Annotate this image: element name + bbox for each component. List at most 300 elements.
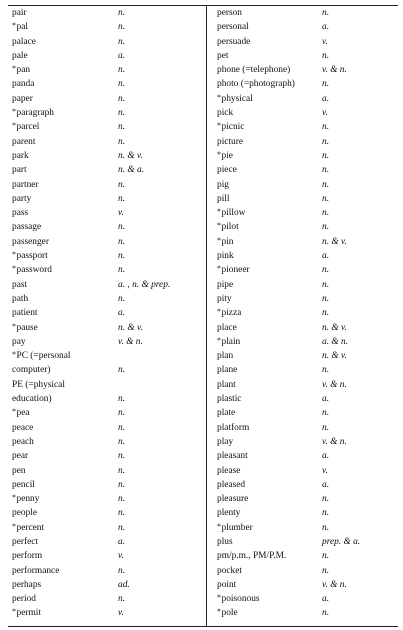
headword (217, 92, 253, 106)
headword (12, 349, 70, 363)
headword-text: pipe (217, 279, 234, 290)
headword-text: penny (16, 494, 40, 505)
part-of-speech: a. (322, 93, 330, 104)
headword-text: plate (217, 408, 236, 419)
headword-text: passenger (12, 236, 49, 247)
word-entry (217, 278, 399, 292)
word-entry (12, 363, 204, 377)
word-entry (12, 6, 204, 20)
word-entry (217, 149, 399, 163)
headword (12, 449, 28, 463)
headword (12, 135, 35, 149)
word-entry (217, 535, 399, 549)
word-entry (217, 235, 399, 249)
word-entry (217, 163, 399, 177)
headword (217, 77, 295, 91)
headword-text: PC (=personal (16, 351, 71, 362)
headword-text: piece (217, 165, 237, 176)
headword-text: percent (16, 522, 45, 533)
word-entry (217, 106, 399, 120)
star-marker: * (217, 235, 221, 245)
part-of-speech: n. (322, 208, 330, 219)
headword-text: pie (221, 150, 233, 161)
headword-text: peach (12, 436, 34, 447)
headword (12, 149, 29, 163)
star-marker: * (12, 350, 16, 360)
word-entry (217, 363, 399, 377)
headword-text: parcel (16, 122, 40, 133)
headword-text: pause (16, 322, 38, 333)
part-of-speech: n. (322, 136, 330, 147)
word-entry (12, 149, 204, 163)
headword-text: pair (12, 8, 27, 18)
part-of-speech: n. (118, 236, 126, 247)
part-of-speech: a. (118, 308, 126, 319)
headword (217, 421, 249, 435)
headword-text: paragraph (16, 108, 54, 119)
word-entry (217, 592, 399, 606)
word-entry (217, 220, 399, 234)
star-marker: * (12, 107, 16, 117)
headword (12, 506, 37, 520)
word-entry (12, 235, 204, 249)
headword (217, 206, 245, 220)
word-entry (12, 478, 204, 492)
headword (12, 235, 49, 249)
headword (12, 435, 34, 449)
part-of-speech: n. (118, 522, 126, 533)
headword-text: people (12, 508, 37, 519)
word-entry (217, 492, 399, 506)
star-marker: * (12, 21, 16, 31)
word-entry (217, 35, 399, 49)
part-of-speech: ad. (118, 579, 130, 590)
part-of-speech: n. (322, 193, 330, 204)
headword (12, 206, 28, 220)
part-of-speech: n. (118, 222, 126, 233)
star-marker: * (12, 121, 16, 131)
headword (217, 106, 233, 120)
headword (217, 592, 260, 606)
headword-text: pill (217, 193, 230, 204)
word-entry (217, 564, 399, 578)
headword-text: pass (12, 208, 29, 219)
part-of-speech: n. (118, 136, 126, 147)
headword (217, 521, 253, 535)
headword-text: plastic (217, 394, 242, 405)
headword-text: person (217, 8, 242, 18)
headword-text: pale (12, 50, 28, 61)
part-of-speech: n. (118, 193, 126, 204)
headword-text: part (12, 165, 27, 176)
headword-text: pizza (221, 308, 242, 319)
word-entry (12, 220, 204, 234)
headword (12, 406, 30, 420)
part-of-speech: n. (322, 551, 330, 562)
part-of-speech: n. & v. (118, 150, 143, 161)
headword-text: phone (=telephone) (217, 65, 291, 76)
headword-text: paper (12, 93, 33, 104)
column-divider (206, 5, 207, 626)
word-entry (217, 506, 399, 520)
headword-text: perhaps (12, 579, 42, 590)
right-word-column (217, 6, 399, 621)
headword (12, 92, 33, 106)
left-word-column (12, 6, 204, 621)
headword (217, 192, 230, 206)
headword (217, 178, 229, 192)
word-entry (12, 435, 204, 449)
headword-text: pick (217, 108, 234, 119)
part-of-speech: v. (118, 608, 124, 619)
part-of-speech: v. (322, 465, 328, 476)
star-marker: * (217, 521, 221, 531)
word-entry (12, 606, 204, 620)
headword-text: period (12, 594, 36, 605)
part-of-speech: n. (118, 293, 126, 304)
headword-text: pocket (217, 565, 242, 576)
headword (12, 521, 44, 535)
headword-text: physical (221, 93, 253, 104)
headword-text: pole (221, 608, 238, 619)
headword-text: pen (12, 465, 26, 476)
headword-text: party (12, 193, 32, 204)
word-entry (217, 606, 399, 620)
headword (217, 606, 238, 620)
word-entry (12, 263, 204, 277)
headword (12, 220, 41, 234)
word-entry (12, 578, 204, 592)
part-of-speech: n. (322, 279, 330, 290)
part-of-speech: n. (322, 408, 330, 419)
word-entry (12, 35, 204, 49)
word-entry (12, 421, 204, 435)
headword-text: path (12, 293, 29, 304)
word-entry (12, 521, 204, 535)
part-of-speech: n. (322, 494, 330, 505)
headword (12, 549, 42, 563)
part-of-speech: n. (118, 93, 126, 104)
word-entry (12, 192, 204, 206)
headword (217, 435, 233, 449)
headword (12, 163, 27, 177)
headword-text: plus (217, 536, 233, 547)
headword-text: please (217, 465, 241, 476)
part-of-speech: n. (322, 422, 330, 433)
part-of-speech: v. & n. (322, 579, 347, 590)
star-marker: * (217, 335, 221, 345)
word-entry (217, 392, 399, 406)
headword (12, 492, 39, 506)
part-of-speech: a. , n. & prep. (118, 279, 171, 290)
headword-text: point (217, 579, 237, 590)
headword (217, 49, 228, 63)
headword (217, 263, 250, 277)
word-entry (217, 306, 399, 320)
star-marker: * (12, 493, 16, 503)
word-entry (217, 464, 399, 478)
part-of-speech: n. (322, 150, 330, 161)
headword (12, 20, 28, 34)
part-of-speech: a. (322, 251, 330, 262)
word-entry (12, 92, 204, 106)
headword (12, 464, 26, 478)
headword-text: plain (221, 336, 241, 347)
headword-text: pleased (217, 479, 246, 490)
part-of-speech: n. & v. (322, 322, 347, 333)
word-entry (12, 549, 204, 563)
part-of-speech: n. (118, 265, 126, 276)
headword (217, 321, 237, 335)
part-of-speech: n. (118, 108, 126, 119)
headword (217, 63, 290, 77)
headword-text: plan (217, 351, 234, 362)
headword (217, 349, 233, 363)
headword (12, 335, 26, 349)
headword (12, 63, 30, 77)
headword-text: permit (16, 608, 41, 619)
star-marker: * (217, 264, 221, 274)
part-of-speech: a. (322, 22, 330, 33)
headword (217, 149, 233, 163)
headword (217, 363, 237, 377)
part-of-speech: a. (322, 594, 330, 605)
headword (217, 20, 249, 34)
headword (217, 406, 235, 420)
word-entry (12, 63, 204, 77)
headword-text: poisonous (221, 594, 260, 605)
star-marker: * (217, 593, 221, 603)
part-of-speech: n. (322, 565, 330, 576)
word-entry (12, 349, 204, 363)
headword-text: education) (12, 394, 52, 405)
headword-text: pan (16, 65, 31, 76)
headword (12, 192, 31, 206)
part-of-speech: n. & v. (322, 236, 347, 247)
part-of-speech: n. (322, 79, 330, 90)
word-entry (217, 449, 399, 463)
headword-text: persuade (217, 36, 251, 47)
headword-text: pink (217, 251, 234, 262)
part-of-speech: n. & a. (118, 165, 145, 176)
word-entry (217, 349, 399, 363)
word-entry (12, 449, 204, 463)
word-entry (12, 406, 204, 420)
headword-text: platform (217, 422, 250, 433)
headword (12, 120, 39, 134)
headword (12, 321, 38, 335)
headword (217, 292, 232, 306)
word-entry (217, 478, 399, 492)
headword (12, 106, 54, 120)
headword (12, 278, 27, 292)
word-entry (217, 292, 399, 306)
headword (217, 378, 236, 392)
word-entry (217, 578, 399, 592)
word-entry (217, 521, 399, 535)
word-entry (217, 335, 399, 349)
headword (12, 178, 39, 192)
word-entry (12, 392, 204, 406)
word-entry (12, 335, 204, 349)
word-entry (12, 278, 204, 292)
part-of-speech: n. (322, 122, 330, 133)
word-entry (217, 63, 399, 77)
word-entry (12, 249, 204, 263)
part-of-speech: n. (118, 36, 126, 47)
part-of-speech: n. (118, 465, 126, 476)
part-of-speech: n. (322, 365, 330, 376)
part-of-speech: n. (118, 8, 126, 18)
headword-text: personal (217, 22, 249, 33)
headword-text: partner (12, 179, 39, 190)
headword-text: plane (217, 365, 238, 376)
headword (12, 606, 41, 620)
headword (12, 378, 65, 392)
word-entry (217, 135, 399, 149)
part-of-speech: n. (322, 222, 330, 233)
word-entry (12, 306, 204, 320)
headword (217, 549, 286, 563)
part-of-speech: n. (118, 479, 126, 490)
word-entry (12, 564, 204, 578)
headword-text: past (12, 279, 28, 290)
part-of-speech: a. (322, 451, 330, 462)
headword-text: plumber (221, 522, 253, 533)
part-of-speech: n. (118, 594, 126, 605)
headword-text: palace (12, 36, 36, 47)
word-entry (217, 92, 399, 106)
word-entry (12, 464, 204, 478)
word-entry (12, 106, 204, 120)
headword (217, 163, 237, 177)
headword-text: pig (217, 179, 229, 190)
headword-text: pillow (221, 208, 246, 219)
star-marker: * (12, 407, 16, 417)
part-of-speech: v. & n. (118, 336, 143, 347)
headword (12, 292, 28, 306)
headword-text: panda (12, 79, 35, 90)
word-entry (12, 163, 204, 177)
headword-text: patient (12, 308, 38, 319)
headword (12, 6, 27, 20)
headword-text: place (217, 322, 237, 333)
part-of-speech: n. (118, 508, 126, 519)
word-entry (12, 321, 204, 335)
part-of-speech: n. & v. (118, 322, 143, 333)
headword-text: pleasant (217, 451, 248, 462)
headword-text: perform (12, 551, 43, 562)
headword-text: plant (217, 379, 236, 390)
star-marker: * (217, 92, 221, 102)
word-entry (217, 77, 399, 91)
headword (217, 464, 240, 478)
headword (217, 35, 250, 49)
headword (12, 35, 36, 49)
part-of-speech: a. (118, 50, 126, 61)
star-marker: * (217, 207, 221, 217)
headword (12, 263, 52, 277)
part-of-speech: n. (322, 265, 330, 276)
headword (217, 306, 241, 320)
headword-text: pea (16, 408, 30, 419)
word-entry (217, 549, 399, 563)
part-of-speech: n. (118, 451, 126, 462)
headword (217, 449, 248, 463)
headword (217, 492, 248, 506)
headword (12, 578, 41, 592)
part-of-speech: n. (118, 65, 126, 76)
headword-text: parent (12, 136, 36, 147)
headword (217, 135, 243, 149)
headword-text: pilot (221, 222, 239, 233)
part-of-speech: n. (322, 165, 330, 176)
word-entry (12, 135, 204, 149)
headword-text: picture (217, 136, 244, 147)
headword (217, 278, 233, 292)
part-of-speech: n. (118, 365, 126, 376)
word-entry (217, 406, 399, 420)
part-of-speech: n. (118, 394, 126, 405)
star-marker: * (12, 607, 16, 617)
star-marker: * (217, 221, 221, 231)
part-of-speech: v. (322, 36, 328, 47)
headword (12, 77, 34, 91)
headword (12, 363, 51, 377)
word-entry (217, 421, 399, 435)
headword-text: pear (12, 451, 29, 462)
star-marker: * (12, 64, 16, 74)
headword-text: pal (16, 22, 28, 33)
word-entry (217, 263, 399, 277)
headword (217, 392, 241, 406)
headword (217, 235, 233, 249)
star-marker: * (217, 307, 221, 317)
headword-text: PE (=physical (12, 379, 65, 390)
part-of-speech: n. (322, 179, 330, 190)
headword-text: perfect (12, 536, 39, 547)
word-entry (12, 592, 204, 606)
headword-text: passage (12, 222, 42, 233)
headword (217, 249, 234, 263)
part-of-speech: n. (322, 508, 330, 519)
headword (12, 535, 38, 549)
headword (12, 592, 36, 606)
part-of-speech: n. (118, 79, 126, 90)
headword (12, 564, 59, 578)
part-of-speech: n. (322, 293, 330, 304)
part-of-speech: a. & n. (322, 336, 349, 347)
headword-text: pity (217, 293, 232, 304)
part-of-speech: a. (322, 394, 330, 405)
star-marker: * (12, 250, 16, 260)
headword-text: plenty (217, 508, 241, 519)
part-of-speech: prep. & a. (322, 536, 361, 547)
part-of-speech: v. & n. (322, 436, 347, 447)
word-entry (217, 206, 399, 220)
word-entry (217, 49, 399, 63)
part-of-speech: a. (118, 536, 126, 547)
part-of-speech: n. (118, 122, 126, 133)
star-marker: * (12, 321, 16, 331)
word-entry (12, 506, 204, 520)
part-of-speech: v. (118, 551, 124, 562)
headword-text: photo (=photograph) (217, 79, 295, 90)
headword (217, 535, 233, 549)
headword-text: pin (221, 236, 234, 247)
star-marker: * (217, 121, 221, 131)
word-entry (12, 206, 204, 220)
